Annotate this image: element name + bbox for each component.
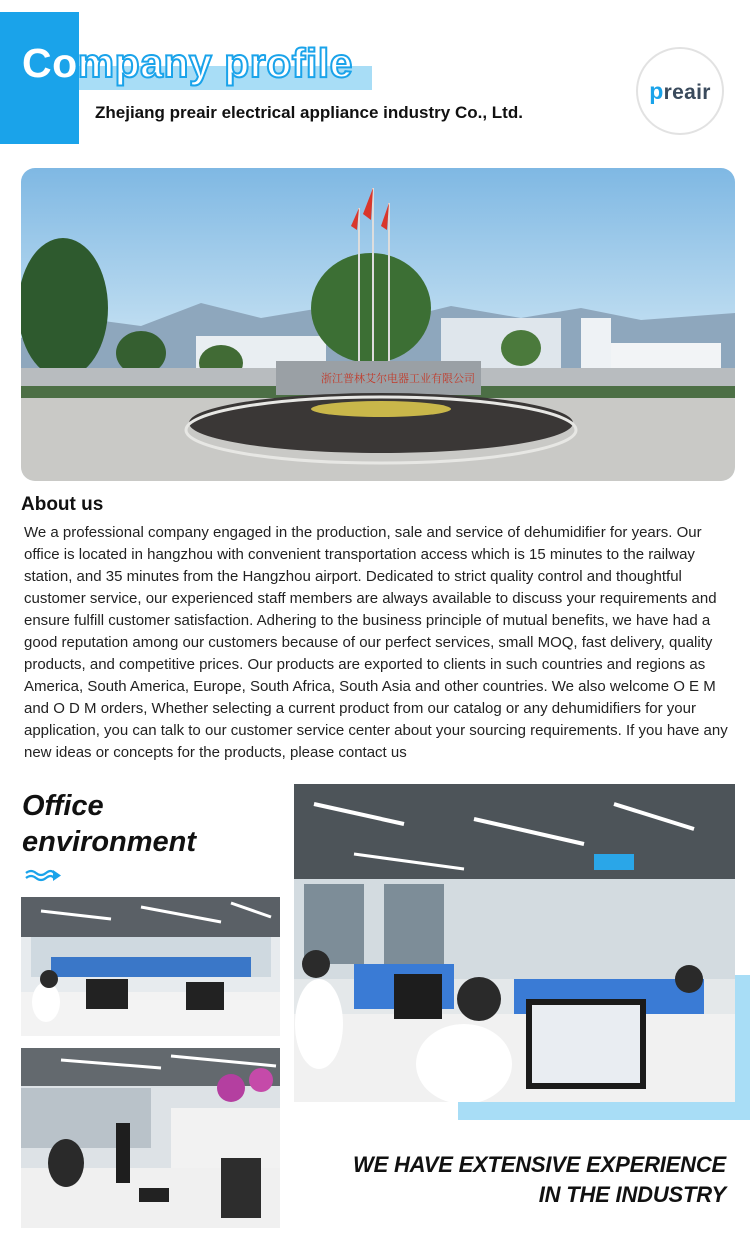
- page-title-outline: mpany profile: [77, 40, 353, 86]
- slogan-line2: IN THE INDUSTRY: [538, 1182, 726, 1207]
- logo-rest: reair: [663, 80, 711, 104]
- page-title: [22, 40, 353, 87]
- factory-gate-photo: [21, 168, 735, 481]
- office-photo-2: [21, 1048, 280, 1228]
- page-title-solid: Co: [22, 40, 78, 86]
- company-name: Zhejiang preair electrical appliance industry Co., Ltd.: [95, 103, 523, 122]
- double-wave-arrow-icon: [24, 867, 62, 883]
- about-heading: About us: [21, 494, 104, 515]
- slogan: [353, 1150, 726, 1210]
- office-photo-1: [21, 897, 280, 1036]
- office-heading: [22, 788, 196, 860]
- office-photo-main: [294, 784, 735, 1102]
- logo-initial: p: [649, 77, 664, 104]
- gate-sign-text: 浙江普林艾尔电器工业有限公司: [321, 373, 475, 385]
- brand-logo: [636, 47, 724, 135]
- office-heading-line1: Office: [22, 790, 104, 822]
- office-heading-line2: environment: [22, 826, 197, 858]
- about-paragraph: We a professional company engaged in the production, sale and service of dehumidifier for years. Our office is located in hangzhou with convenient transportation access which is 15 minutes to the railway station, and 35 minutes from the Hangzhou airport. Dedicated to strict quality control and thoughtful customer service, our experienced staff members are always available to discuss your requirements and ensure fulfill customer satisfaction. Adhering to the business principle of mutual benefits, we have had a good reputation among our customers because of our perfect services, small MOQ, fast delivery, quality products, and competitive prices. Our products are exported to clients in such countries and regions as America, South America, Europe, South Africa, South Asia and other countries. We also welcome O E M and O D M orders, Whether selecting a current product from our catalog or any dehumidifiers for your application, you can talk to our customer service center about your sourcing requirements. If you have any new ideas or concepts for the products, please contact us: [24, 524, 728, 761]
- slogan-line1: WE HAVE EXTENSIVE EXPERIENCE: [353, 1152, 726, 1177]
